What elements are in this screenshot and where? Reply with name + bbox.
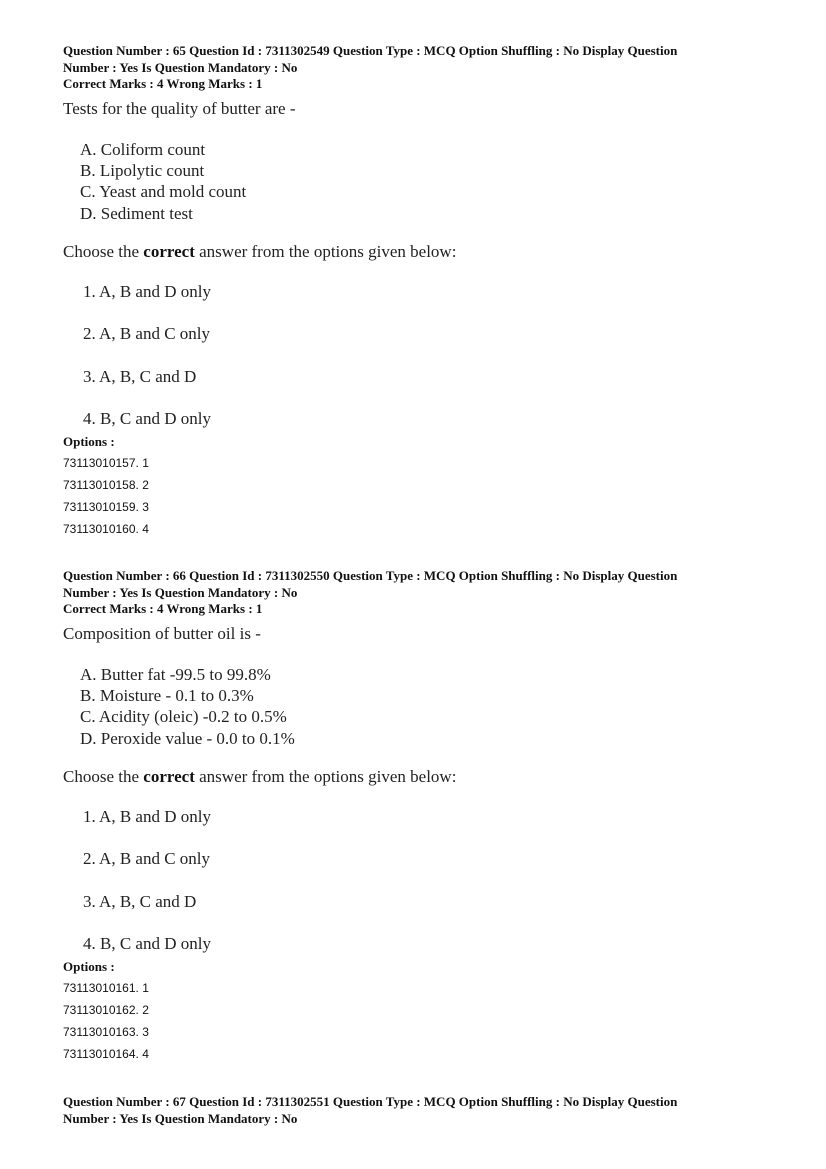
answer-choice: 1. A, B and D only [83,807,211,826]
question-66-stem: Composition of butter oil is - [63,624,261,643]
question-65-stem: Tests for the quality of butter are - [63,99,296,118]
question-meta-line: Number : Yes Is Question Mandatory : No [63,1110,298,1126]
answer-choice: 3. A, B, C and D [83,892,197,911]
statement-item: C. Acidity (oleic) -0.2 to 0.5% [80,707,287,727]
option-id: 73113010158. 2 [63,478,149,492]
option-id: 73113010162. 2 [63,1003,149,1017]
options-label: Options : [63,959,115,974]
question-65-instruction [63,242,456,262]
option-id: 73113010161. 1 [63,981,149,995]
question-marks: Correct Marks : 4 Wrong Marks : 1 [63,76,263,91]
question-meta-line: Question Number : 66 Question Id : 7311302550 Question Type : MCQ Option Shuffling : No Display Question [63,568,678,583]
statement-item: B. Moisture - 0.1 to 0.3% [80,686,254,706]
question-meta-line: Number : Yes Is Question Mandatory : No [63,59,298,75]
instruction-prefix: Choose the [63,242,144,261]
option-id: 73113010160. 4 [63,522,149,536]
statement-item: D. Peroxide value - 0.0 to 0.1% [80,728,295,748]
options-label: Options : [63,434,115,449]
question-66-items [80,664,295,749]
question-66-meta [63,568,763,618]
answer-choice: 2. A, B and C only [83,324,211,343]
statement-item: B. Lipolytic count [80,161,205,181]
question-meta-line: Question Number : 67 Question Id : 7311302551 Question Type : MCQ Option Shuffling : No Display Question [63,1094,678,1109]
statement-item: A. Coliform count [80,140,206,159]
statement-item: D. Sediment test [80,203,193,223]
answer-choice: 4. B, C and D only [83,409,211,428]
statement-item: C. Yeast and mold count [80,182,247,202]
question-65-meta [63,43,763,93]
statement-item: A. Butter fat -99.5 to 99.8% [80,665,271,684]
option-id: 73113010163. 3 [63,1025,149,1039]
option-id: 73113010164. 4 [63,1047,149,1061]
option-id: 73113010159. 3 [63,500,149,514]
instruction-suffix: answer from the options given below: [194,242,457,261]
answer-choice: 4. B, C and D only [83,934,211,953]
answer-choice: 2. A, B and C only [83,849,211,868]
option-id: 73113010157. 1 [63,456,149,470]
question-marks: Correct Marks : 4 Wrong Marks : 1 [63,601,263,616]
instruction-bold: correct [143,242,195,261]
question-67-meta [63,1094,763,1127]
instruction-bold: correct [143,767,195,786]
answer-choice: 1. A, B and D only [83,282,211,301]
instruction-suffix: answer from the options given below: [194,767,457,786]
answer-choice: 3. A, B, C and D [83,367,197,386]
question-65-items [80,139,246,224]
question-66-instruction [63,767,456,787]
instruction-prefix: Choose the [63,767,144,786]
question-meta-line: Number : Yes Is Question Mandatory : No [63,584,298,600]
question-meta-line: Question Number : 65 Question Id : 7311302549 Question Type : MCQ Option Shuffling : No Display Question [63,43,678,58]
